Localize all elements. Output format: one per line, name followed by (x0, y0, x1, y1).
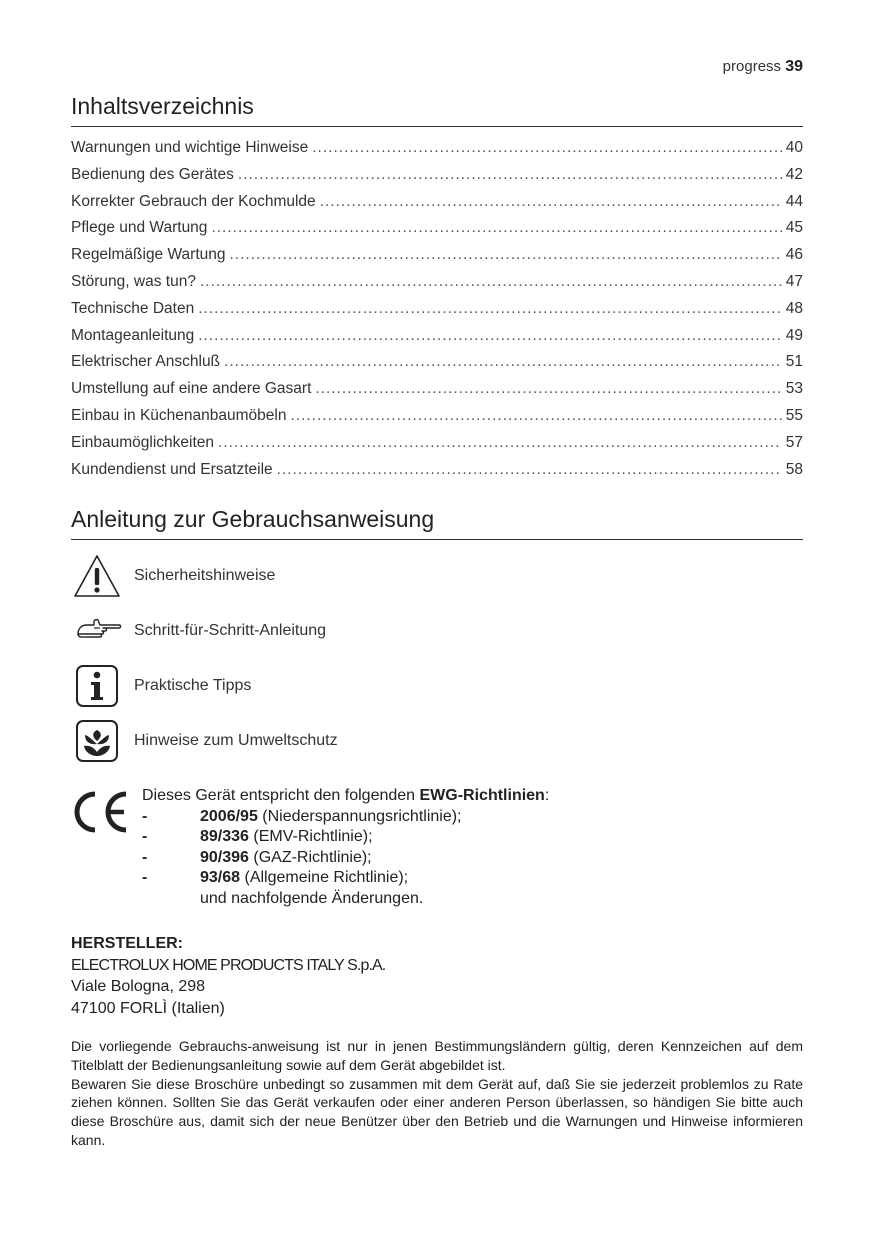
toc-entry-page: 55 (785, 406, 803, 424)
directive-desc: (EMV-Richtlinie); (248, 828, 373, 845)
toc-entry[interactable] (71, 139, 803, 166)
legend-label: Sicherheitshinweise (134, 567, 276, 584)
toc-heading: Inhaltsverzeichnis (71, 93, 803, 127)
toc-entry-page: 58 (785, 460, 803, 478)
manufacturer-street: Viale Bologna, 298 (71, 978, 206, 995)
manufacturer-company: ELECTROLUX HOME PRODUCTS ITALY S.p.A. (71, 956, 386, 974)
toc-entry-page: 57 (785, 433, 803, 451)
toc-entry-title: Einbau in Küchenanbaumöbeln (71, 406, 287, 424)
ce-text (142, 786, 549, 909)
toc-entry-page: 53 (785, 380, 803, 398)
toc-entry-title: Warnungen und wichtige Hinweise (71, 139, 309, 156)
toc-entry-page: 49 (785, 326, 803, 344)
toc-entry-title: Einbaumöglichkeiten (71, 433, 215, 451)
manufacturer-city: 47100 FORLÌ (Italien) (71, 999, 225, 1017)
toc-entry-title: Elektrischer Anschluß (71, 353, 221, 371)
note-paragraph: Bewaren Sie diese Broschüre unbedingt so zusammen mit dem Gerät auf, daß Sie sie jederzeit problemlos zu Rate ziehen können. Sollten Sie das Gerät verkaufen oder einer anderen Person überlassen, so händigen Sie bitte auch diese Broschüre aus, damit sich der neue Benützer über den Betrieb und die Warnungen und Hinweise informieren kann. (71, 1075, 803, 1148)
toc-entry-page: 42 (785, 165, 803, 183)
toc-entry-page: 51 (785, 353, 803, 371)
ce-closing: und nachfolgende Änderungen. (200, 889, 424, 907)
manufacturer-heading: HERSTELLER: (71, 935, 183, 952)
pointing-hand-icon (72, 608, 122, 654)
toc-entry-title: Regelmäßige Wartung (71, 246, 226, 264)
toc-entry[interactable] (71, 193, 803, 220)
toc-entry[interactable] (71, 380, 803, 407)
toc-entry-title: Korrekter Gebrauch der Kochmulde (71, 192, 316, 210)
toc-entry-title: Kundendienst und Ersatzteile (71, 460, 273, 478)
toc-entry[interactable] (71, 407, 803, 434)
toc-entry-page: 46 (785, 246, 803, 264)
toc-entry-title: Technische Daten (71, 299, 195, 317)
ce-directive: - 90/396 (GAZ-Richtlinie); (142, 848, 372, 866)
page-number: 39 (785, 58, 803, 75)
legend-label: Hinweise zum Umweltschutz (134, 732, 338, 749)
toc-entry-page: 47 (785, 272, 803, 290)
directive-code: 90/396 (200, 848, 249, 866)
toc-entry[interactable] (71, 246, 803, 273)
toc-entry[interactable] (71, 219, 803, 246)
toc-entry[interactable] (71, 327, 803, 354)
toc-entry-title: Störung, was tun? (71, 272, 196, 290)
ce-directive: - 2006/95 (Niederspannungsrichtlinie); (142, 807, 462, 825)
legend-environment (72, 718, 338, 764)
page-header (723, 58, 803, 76)
ce-intro-bold: EWG-Richtlinien (419, 787, 545, 804)
directive-desc: (Allgemeine Richtlinie); (240, 869, 409, 886)
usage-note (71, 1037, 803, 1150)
info-icon (72, 663, 122, 709)
directive-code: 93/68 (200, 869, 241, 886)
directive-desc: (GAZ-Richtlinie); (248, 848, 372, 866)
toc-entry[interactable] (71, 461, 803, 488)
table-of-contents (71, 139, 803, 487)
directive-code: 89/336 (200, 828, 249, 845)
brand-name: progress (722, 58, 782, 75)
guide-heading: Anleitung zur Gebrauchsanweisung (71, 506, 803, 540)
toc-entry[interactable] (71, 434, 803, 461)
toc-entry-title: Bedienung des Gerätes (71, 165, 234, 183)
legend-label: Praktische Tipps (134, 677, 252, 694)
toc-entry-title: Pflege und Wartung (71, 219, 208, 237)
ce-intro: Dieses Gerät entspricht den folgenden EWG-Richtlinien: (142, 787, 550, 804)
note-paragraph: Die vorliegende Gebrauchs-anweisung ist nur in jenen Bestimmungsländern gültig, deren Kennzeichen auf dem Titelblatt der Bedienungsanleitung sowie auf dem Gerät abgebildet ist. (71, 1038, 803, 1073)
warning-triangle-icon (72, 553, 122, 599)
toc-entry-page: 45 (785, 219, 803, 237)
legend-tips (72, 663, 251, 709)
legend-steps (72, 608, 326, 654)
ce-mark-icon (70, 790, 130, 834)
ce-directive: - 93/68 (Allgemeine Richtlinie); (142, 869, 409, 886)
toc-entry-title: Montageanleitung (71, 326, 195, 344)
toc-entry-page: 48 (785, 299, 803, 317)
toc-entry-title: Umstellung auf eine andere Gasart (71, 380, 312, 398)
directive-code: 2006/95 (200, 807, 258, 825)
toc-entry[interactable] (71, 300, 803, 327)
toc-entry[interactable] (71, 166, 803, 193)
legend-safety (72, 553, 275, 599)
legend-label: Schritt-für-Schritt-Anleitung (134, 622, 327, 639)
toc-entry[interactable] (71, 353, 803, 380)
toc-entry-page: 40 (785, 139, 803, 156)
toc-entry[interactable] (71, 273, 803, 300)
environment-icon (72, 718, 122, 764)
toc-entry-page: 44 (785, 192, 803, 210)
ce-directive: - 89/336 (EMV-Richtlinie); (142, 828, 373, 845)
manufacturer-block (71, 933, 385, 1019)
directive-desc: (Niederspannungsrichtlinie); (257, 807, 462, 825)
